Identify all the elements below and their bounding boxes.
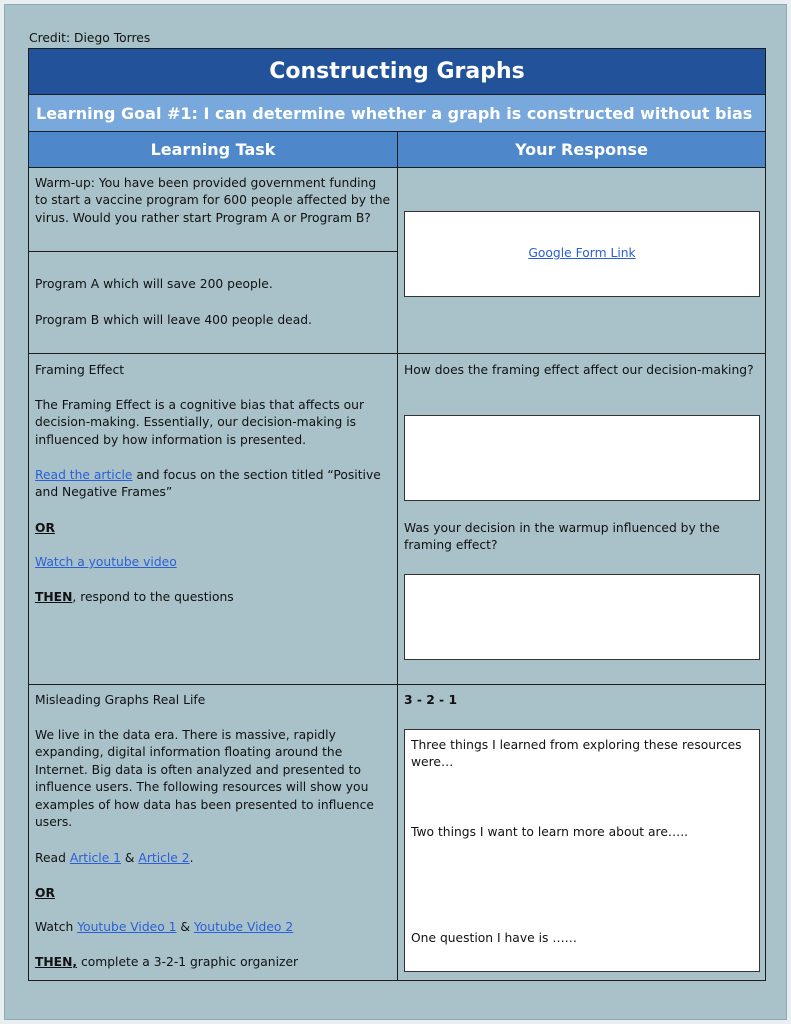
read-article-link[interactable]: Read the article [35,468,133,482]
table-header-row [29,132,765,168]
framing-task-cell [29,354,398,684]
framing-video [35,554,177,571]
framing-answer-box-1[interactable] [404,415,760,501]
warmup-divider [29,251,397,252]
warmup-prompt: Warm-up: You have been provided government funding to start a vaccine program for 600 people affected by the virus. Would you rather start Program A or Program B? [35,176,391,225]
framing-article-instruction [35,467,391,502]
organizer-box[interactable] [404,729,760,972]
two-things-prompt: Two things I want to learn more about are….. [411,825,689,839]
framing-response-cell [398,354,765,684]
framing-or: OR [35,521,55,535]
framing-question-1: How does the framing effect affect our decision-making? [404,363,754,377]
youtube-video-link[interactable]: Watch a youtube video [35,555,177,569]
warmup-response-cell [398,168,765,353]
misleading-description: We live in the data era. There is massive, rapidly expanding, digital information floating around the Internet. Big data is often analyzed and presented to influence users. The following resources will show you examples of how data has been presented to influence users. [35,728,374,830]
google-form-link[interactable]: Google Form Link [528,246,636,261]
then-label-2: THEN, [35,955,78,969]
google-form-box [404,211,760,297]
read-articles-line: Read Article 1 & Article 2. [35,851,194,865]
framing-description: The Framing Effect is a cognitive bias that affects our decision-making. Essentially, our decision-making is influenced by how information is presented. [35,398,365,447]
warmup-row [29,168,765,354]
worksheet-page [4,4,787,1020]
watch-videos-line: Watch Youtube Video 1 & Youtube Video 2 [35,920,294,934]
youtube-video-2-link[interactable]: Youtube Video 2 [193,920,294,934]
framing-then [35,589,234,606]
organizer-response-cell [398,685,765,980]
framing-answer-box-2[interactable] [404,574,760,660]
misleading-then [35,954,298,971]
misleading-task-cell [29,685,398,980]
misleading-heading: Misleading Graphs Real Life [35,693,206,707]
learning-goal: Learning Goal #1: I can determine whether a graph is constructed without bias [29,95,765,132]
framing-heading: Framing Effect [35,363,125,377]
article-2-link[interactable]: Article 2 [138,851,190,865]
worksheet-table [28,48,766,981]
program-a-option: Program A which will save 200 people. [35,277,273,291]
then-label: THEN [35,590,73,604]
program-b-option: Program B which will leave 400 people dead. [35,313,312,327]
warmup-task-cell [29,168,398,353]
article-instruction-rest: and focus on the section titled “Positive and Negative Frames” [35,468,381,500]
misleading-row [29,685,765,980]
header-learning-task: Learning Task [29,132,398,167]
framing-row [29,354,765,685]
misleading-or: OR [35,886,55,900]
header-your-response: Your Response [515,140,648,159]
youtube-video-1-link[interactable]: Youtube Video 1 [77,920,177,934]
organizer-title: 3 - 2 - 1 [404,693,458,707]
three-things-prompt: Three things I learned from exploring these resources were… [411,738,742,770]
page-title: Constructing Graphs [29,49,765,95]
credit-line: Credit: Diego Torres [29,31,151,45]
article-1-link[interactable]: Article 1 [69,851,121,865]
framing-question-2: Was your decision in the warmup influenced by the framing effect? [404,521,720,553]
then-rest: , respond to the questions [72,590,234,604]
then-rest-2: complete a 3-2-1 graphic organizer [77,955,299,969]
one-question-prompt: One question I have is …… [411,931,577,945]
